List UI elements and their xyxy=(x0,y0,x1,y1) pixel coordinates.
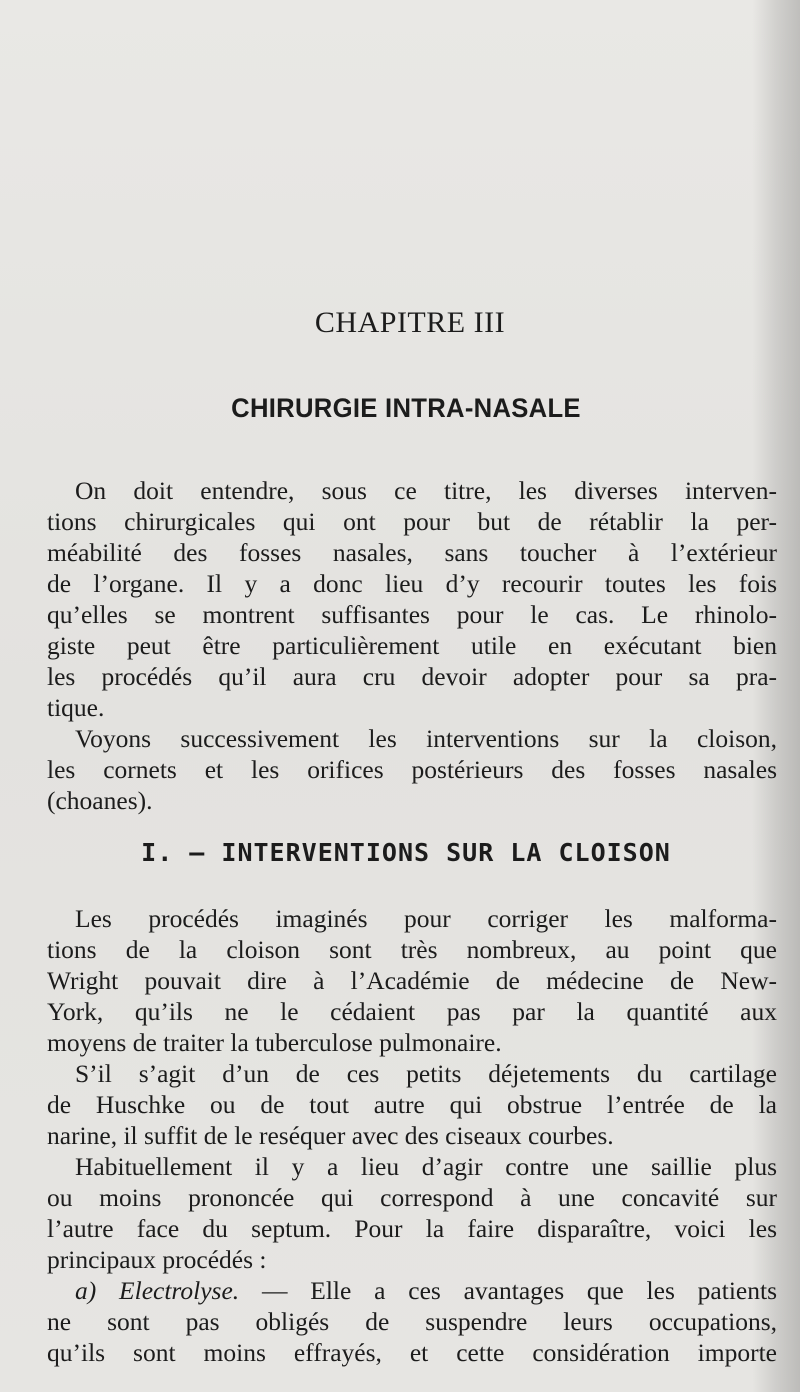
text-line: de Huschke ou de tout autre qui obstrue l’entrée de la xyxy=(47,1090,777,1119)
text-line: ou moins prononcée qui correspond à une concavité sur xyxy=(47,1183,777,1212)
text-line: Habituellement il y a lieu d’agir contre une saillie plus xyxy=(75,1152,777,1181)
item-label: a) Electrolyse. xyxy=(75,1276,240,1305)
paragraph-septum xyxy=(47,1151,777,1275)
paragraph-electrolyse xyxy=(47,1275,777,1368)
text-line xyxy=(47,1275,777,1306)
text-line: Les procédés imaginés pour corriger les malforma- xyxy=(75,904,777,933)
text-line: giste peut être particulièrement utile en exécutant bien xyxy=(47,631,777,660)
text-line: tions de la cloison sont très nombreux, au point que xyxy=(47,935,777,964)
text-line: principaux procédés : xyxy=(47,1245,267,1274)
text-line: narine, il suffit de le reséquer avec des ciseaux courbes. xyxy=(47,1121,614,1150)
text-line: qu’elles se montrent suffisantes pour le cas. Le rhinolo- xyxy=(47,600,777,629)
text-line: de l’organe. Il y a donc lieu d’y recourir toutes les fois xyxy=(47,569,777,598)
text-line: moyens de traiter la tuberculose pulmonaire. xyxy=(47,1028,502,1057)
text-line: les procédés qu’il aura cru devoir adopter pour sa pra- xyxy=(47,662,777,691)
section-heading: I. — INTERVENTIONS SUR LA CLOISON xyxy=(141,838,671,867)
paragraph-procedures xyxy=(47,903,777,1058)
text-line: qu’ils sont moins effrayés, et cette considération importe xyxy=(47,1338,777,1367)
text-line: l’autre face du septum. Pour la faire disparaître, voici les xyxy=(47,1214,777,1243)
text-line: ne sont pas obligés de suspendre leurs occupations, xyxy=(47,1307,777,1336)
overview-paragraph xyxy=(47,723,777,816)
paragraph-huschke xyxy=(47,1058,777,1151)
text-line: Voyons successivement les interventions sur la cloison, xyxy=(75,724,777,753)
chapter-title: CHAPITRE III xyxy=(314,306,506,339)
text-line: tique. xyxy=(47,693,105,722)
text-line: les cornets et les orifices postérieurs des fosses nasales xyxy=(47,755,777,784)
text-line: On doit entendre, sous ce titre, les diverses interven- xyxy=(75,476,777,505)
intro-paragraph xyxy=(47,475,777,723)
section-title: CHIRURGIE INTRA-NASALE xyxy=(231,393,581,423)
text-line: S’il s’agit d’un de ces petits déjetements du cartilage xyxy=(75,1059,777,1088)
text-line: York, qu’ils ne le cédaient pas par la quantité aux xyxy=(47,997,777,1026)
text-line: (choanes). xyxy=(47,786,153,815)
text-line: tions chirurgicales qui ont pour but de rétablir la per- xyxy=(47,507,777,536)
text-line: méabilité des fosses nasales, sans toucher à l’extérieur xyxy=(47,538,777,567)
text-line: Wright pouvait dire à l’Académie de médecine de New- xyxy=(47,966,777,995)
item-text: — Elle a ces avantages que les patients xyxy=(239,1276,777,1305)
